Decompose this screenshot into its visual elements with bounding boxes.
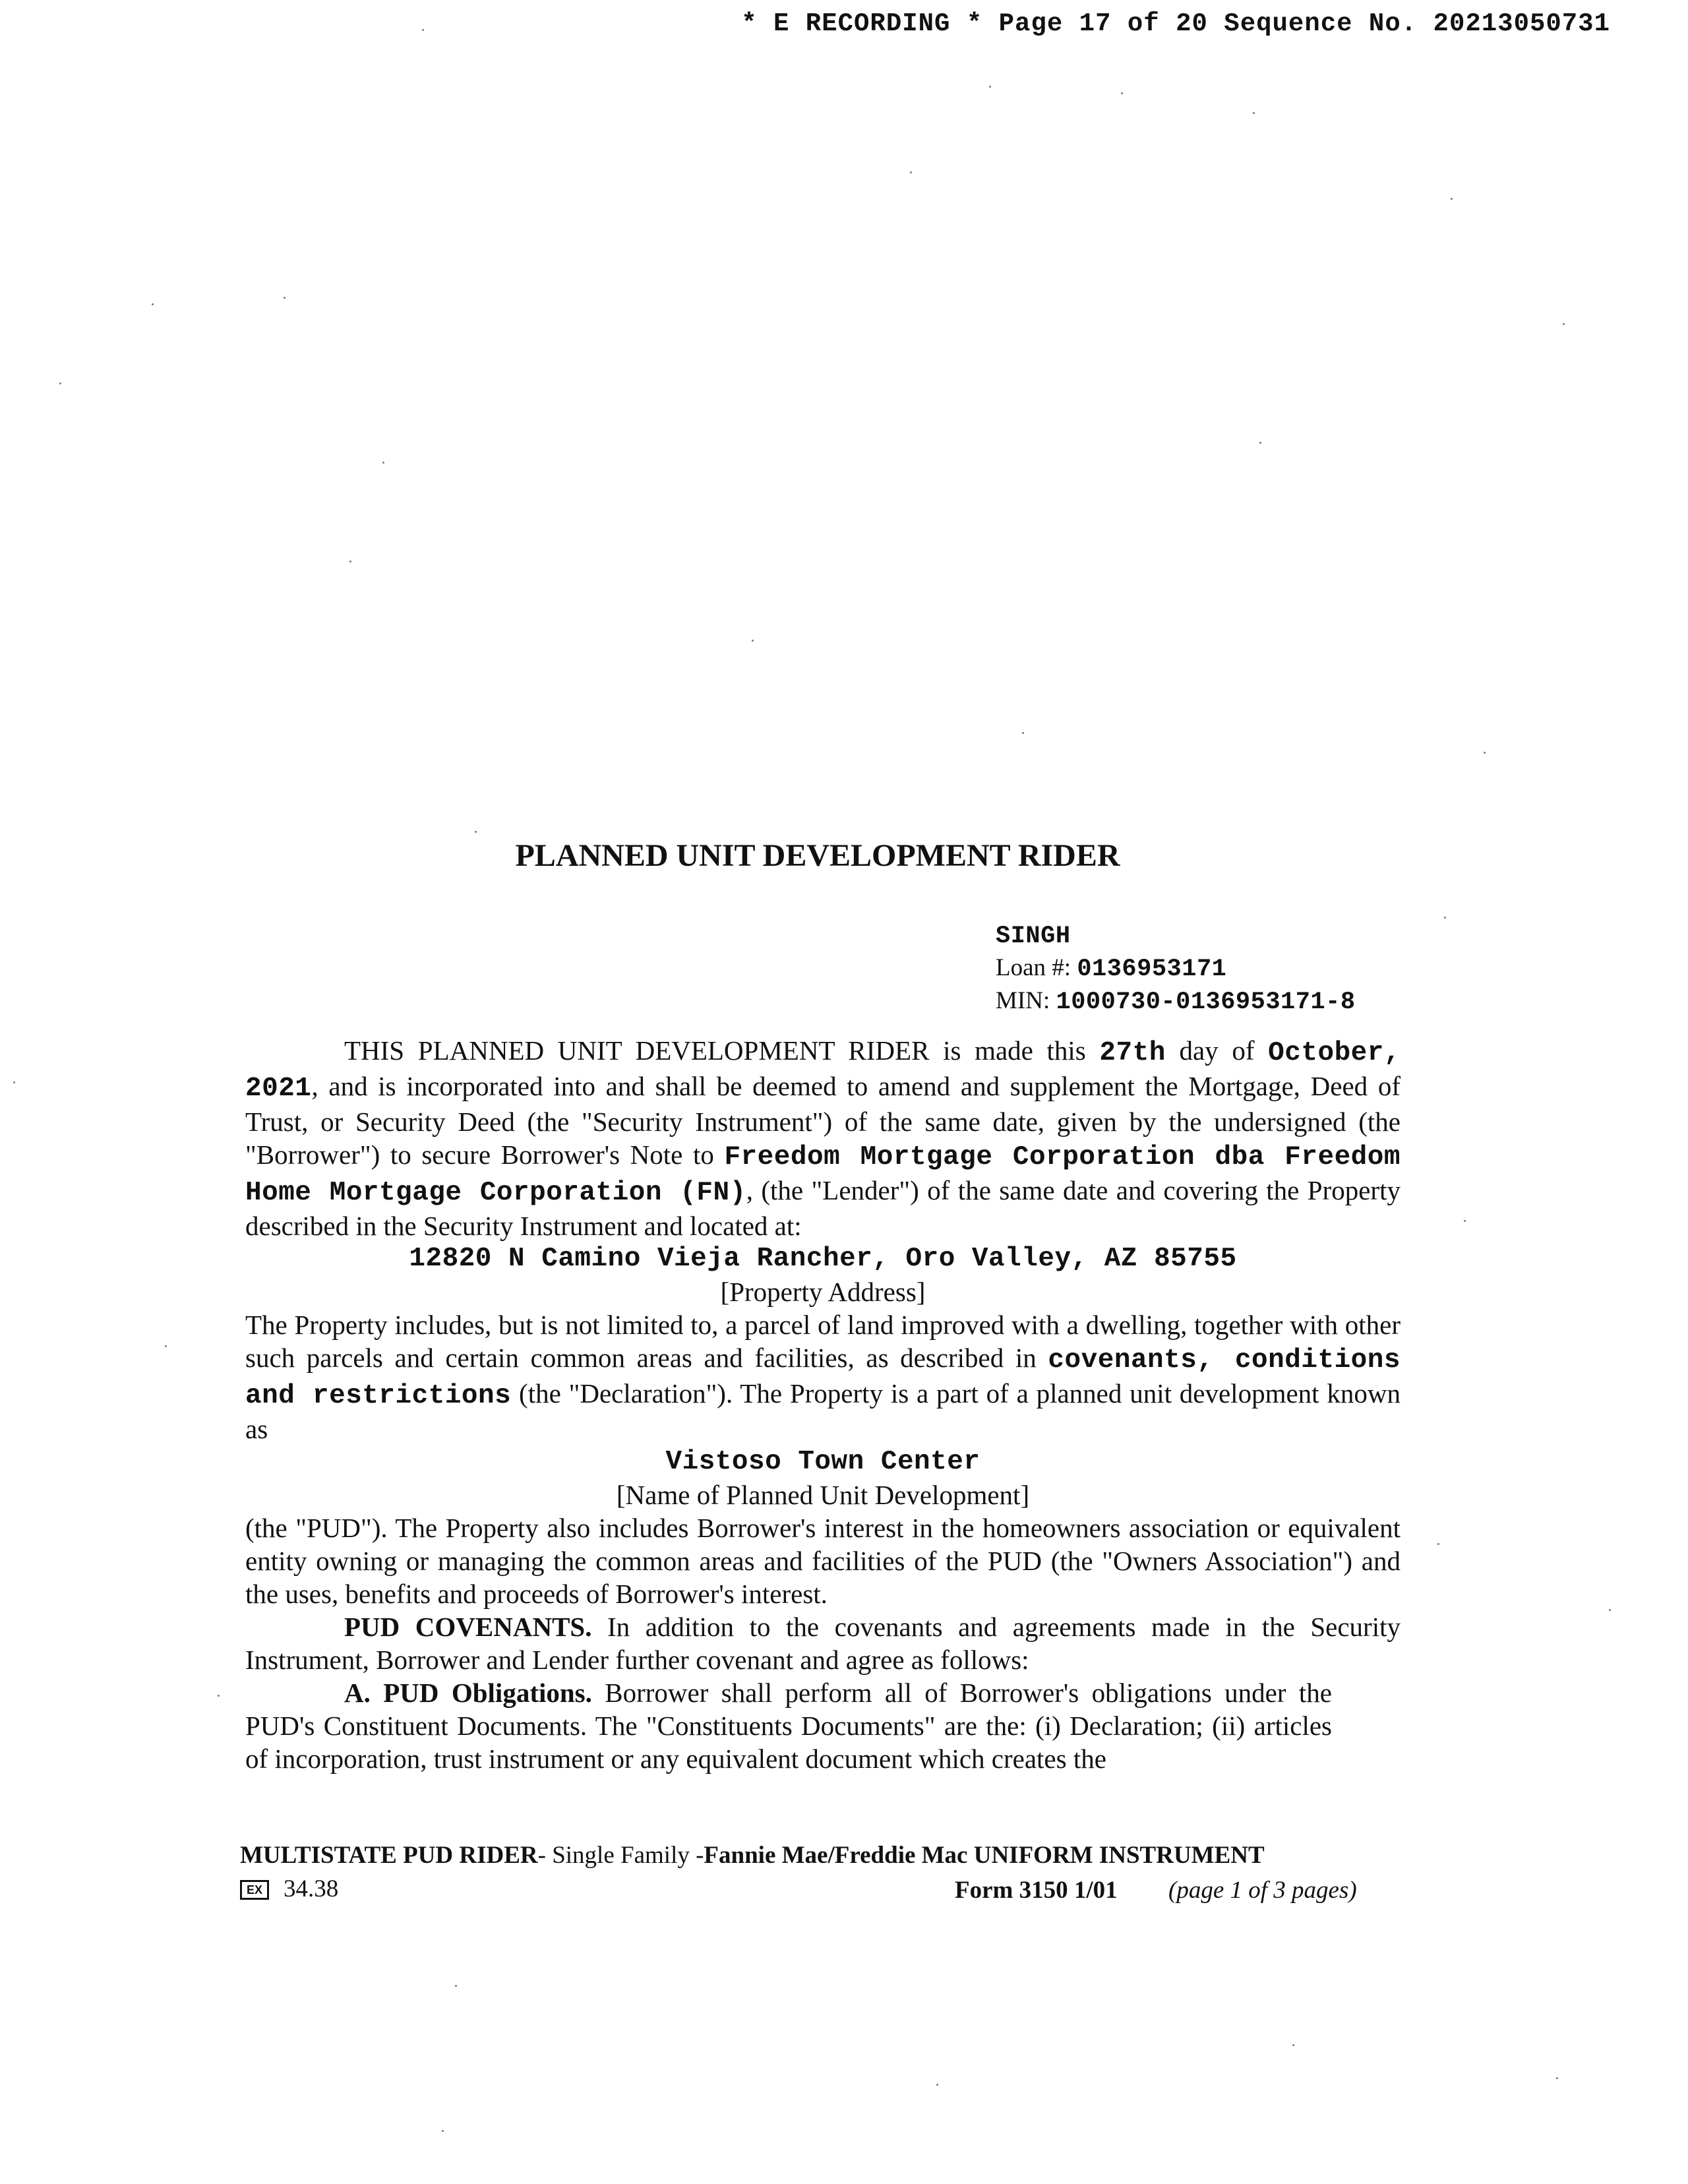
document-title-text: PLANNED UNIT DEVELOPMENT RIDER <box>515 838 1120 873</box>
covenants-heading: PUD COVENANTS. <box>344 1612 592 1642</box>
property-text-1: The Property includes, but is not limited to, a parcel of land improved with a dwelling, together with other such parcels and certain common areas and facilities, as described in <box>245 1310 1401 1373</box>
rider-body <box>245 1034 1401 1775</box>
scan-speck <box>165 1345 167 1347</box>
section-a-paragraph <box>245 1676 1332 1775</box>
section-a-heading: A. PUD Obligations. <box>344 1678 592 1708</box>
intro-paragraph <box>245 1034 1401 1242</box>
rider-month: October, <box>1268 1038 1401 1068</box>
form-title-mid: - Single Family - <box>537 1842 704 1869</box>
section-a-text: Borrower shall perform all of Borrower's obligations under the PUD's Constituent Documents. The "Constituents Documents" are the: (i) Declaration; (ii) articles of incorporation, trust instrument or any equivalent document which creates the <box>245 1678 1332 1774</box>
scan-speck <box>422 29 424 31</box>
loan-info-block <box>996 921 1356 1018</box>
rider-day: 27th <box>1099 1038 1166 1068</box>
declaration-document: covenants, conditions and restrictions <box>245 1345 1401 1411</box>
scan-speck <box>218 1695 220 1697</box>
loan-label: Loan #: <box>996 954 1071 981</box>
form-title-line <box>240 1841 1361 1869</box>
scan-speck <box>1609 1609 1611 1611</box>
form-code: 34.38 <box>284 1875 339 1902</box>
pud-paragraph: (the "PUD"). The Property also includes Borrower's interest in the homeowners association or equivalent entity owning or managing the common areas and facilities of the PUD (the "Owners Association") and the uses, benefits and proceeds of Borrower's interest. <box>245 1513 1401 1609</box>
form-title-bold2: Fannie Mae/Freddie Mac UNIFORM INSTRUMENT <box>704 1842 1265 1869</box>
covenants-text: In addition to the covenants and agreements made in the Security Instrument, Borrower and Lender further covenant and agree as follows: <box>245 1612 1401 1675</box>
scan-speck <box>1563 323 1565 325</box>
scan-speck <box>1259 442 1261 444</box>
scan-speck <box>1437 1543 1439 1545</box>
scan-speck <box>59 382 61 384</box>
scan-speck <box>1253 112 1255 114</box>
min-line <box>996 985 1356 1018</box>
scan-speck <box>1464 1220 1466 1222</box>
scan-speck <box>910 171 912 173</box>
property-paragraph <box>245 1308 1401 1445</box>
property-text-2: (the "Declaration"). The Property is a part of a planned unit development known as <box>245 1378 1401 1444</box>
scan-speck <box>284 297 286 299</box>
loan-number-line <box>996 952 1356 985</box>
form-number: Form 3150 1/01 <box>955 1877 1118 1904</box>
scan-speck <box>1444 917 1446 919</box>
min-number: 1000730-0136953171-8 <box>1056 988 1356 1016</box>
recording-stamp: * E RECORDING * Page 17 of 20 Sequence No. 20213050731 <box>741 9 1610 38</box>
scan-speck <box>382 462 384 464</box>
scan-speck <box>455 1985 457 1987</box>
property-address: 12820 N Camino Vieja Rancher, Oro Valley, AZ 85755 <box>409 1244 1237 1274</box>
form-title-bold: MULTISTATE PUD RIDER <box>240 1842 538 1869</box>
intro-text-1: THIS PLANNED UNIT DEVELOPMENT RIDER is made this <box>344 1035 1100 1066</box>
scan-speck <box>152 303 154 305</box>
scan-speck <box>1484 752 1486 754</box>
scan-speck <box>442 2130 444 2132</box>
property-address-caption: [Property Address] <box>720 1277 926 1307</box>
ex-logo-icon: EX <box>240 1880 269 1900</box>
rider-year: 2021 <box>245 1074 312 1104</box>
intro-text-3: , and is incorporated into and shall be deemed to amend and supplement the Mortgage, Deed of Trust, or Security Deed (the "Security Instrument") of the same date, given by the undersigned (the "Borrower") to secure Borrower's Note to <box>245 1071 1401 1170</box>
lender-name: Freedom Mortgage Corporation dba Freedom Home Mortgage Corporation (FN) <box>245 1142 1401 1208</box>
scan-speck <box>475 831 477 833</box>
scan-speck <box>349 561 351 562</box>
pud-name: Vistoso Town Center <box>665 1447 980 1477</box>
form-meta-line <box>240 1875 1361 1908</box>
scan-speck <box>752 640 754 642</box>
intro-text-4: , (the "Lender") of the same date and covering the Property described in the Security Instrument and located at: <box>245 1175 1401 1241</box>
scan-speck <box>13 1081 15 1083</box>
scan-speck <box>1292 2044 1294 2046</box>
loan-number: 0136953171 <box>1077 956 1227 983</box>
intro-text-2: day of <box>1165 1035 1269 1066</box>
scan-speck <box>1556 2077 1558 2079</box>
scan-speck <box>1451 198 1453 200</box>
scan-speck <box>989 86 991 88</box>
covenants-paragraph <box>245 1610 1401 1676</box>
page-indicator: (page 1 of 3 pages) <box>1168 1877 1357 1904</box>
pud-name-caption: [Name of Planned Unit Development] <box>616 1480 1030 1510</box>
scan-speck <box>936 2084 938 2086</box>
scan-speck <box>1022 732 1024 734</box>
document-title <box>0 837 1688 874</box>
scan-speck <box>1121 92 1123 94</box>
borrower-name: SINGH <box>996 923 1071 950</box>
min-label: MIN: <box>996 987 1050 1014</box>
form-footer <box>240 1841 1361 1908</box>
